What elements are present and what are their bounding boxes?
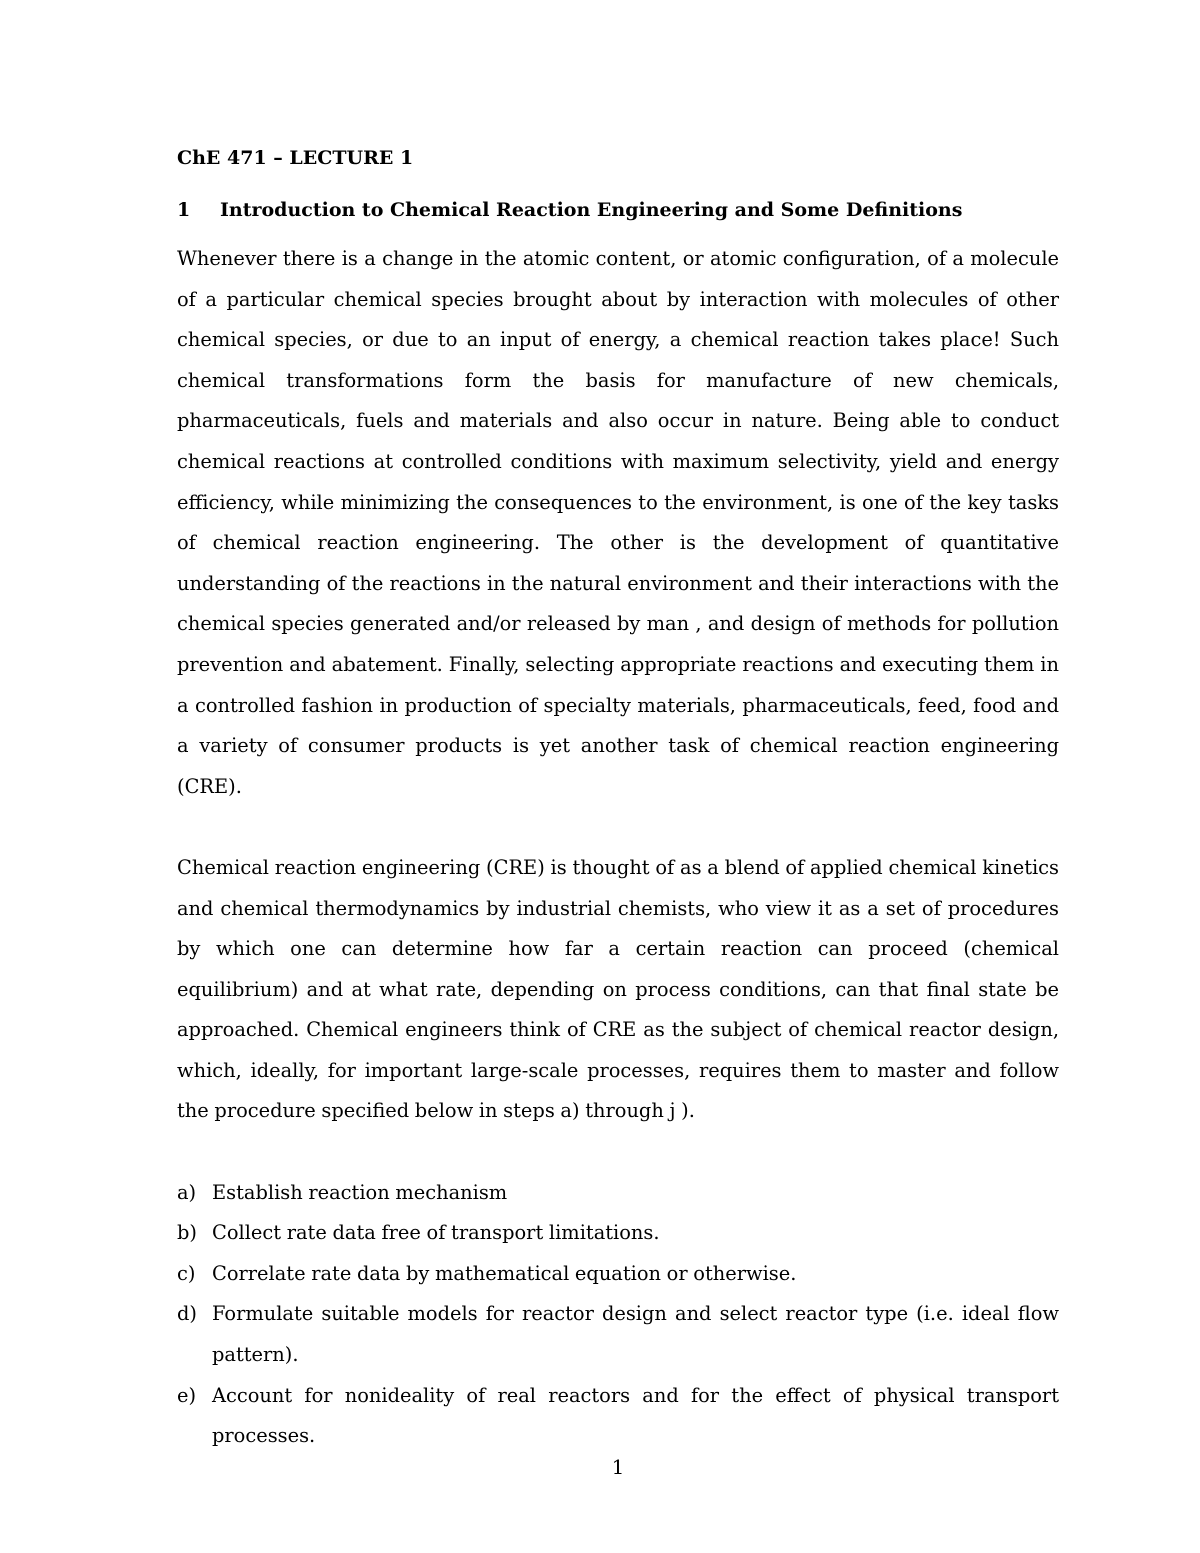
procedure-steps-list — [177, 1173, 1059, 1457]
list-item — [177, 1213, 1059, 1254]
lecture-title: ChE 471 – LECTURE 1 — [177, 147, 414, 169]
list-marker: b) — [177, 1221, 197, 1245]
list-marker: a) — [177, 1180, 197, 1204]
list-item — [177, 1254, 1059, 1295]
list-marker: d) — [177, 1302, 197, 1326]
page-number: 1 — [611, 1455, 625, 1479]
section-number: 1 — [177, 199, 191, 221]
list-item — [177, 1376, 1059, 1457]
list-item-text: Formulate suitable models for reactor design and select reactor type (i.e. ideal flow pattern). — [212, 1302, 1059, 1367]
paragraph-intro: Whenever there is a change in the atomic content, or atomic configuration, of a molecule of a particular chemical species brought about by interaction with molecules of other chemical species, or due to an input of energy, a chemical reaction takes place! Such chemical transformations form the basis for manufacture of new chemicals, pharmaceuticals, fuels and materials and also occur in nature. Being able to conduct chemical reactions at controlled conditions with maximum selectivity, yield and energy efficiency, while minimizing the consequences to the environment, is one of the key tasks of chemical reaction engineering. The other is the development of quantitative understanding of the reactions in the natural environment and their interactions with the chemical species generated and/or released by man , and design of methods for pollution prevention and abatement. Finally, selecting appropriate reactions and executing them in a controlled fashion in production of specialty materials, pharmaceuticals, feed, food and a variety of consumer products is yet another task of chemical reaction engineering (CRE). — [177, 247, 1059, 798]
page-content — [177, 138, 1059, 1457]
list-item-text: Account for nonideality of real reactors and for the effect of physical transport processes. — [212, 1383, 1059, 1448]
paragraph-cre-definition: Chemical reaction engineering (CRE) is thought of as a blend of applied chemical kinetics and chemical thermodynamics by industrial chemists, who view it as a set of procedures by which one can determine how far a certain reaction can proceed (chemical equilibrium) and at what rate, depending on process conditions, can that final state be approached. Chemical engineers think of CRE as the subject of chemical reactor design, which, ideally, for important large-scale processes, requires them to master and follow the procedure specified below in steps a) through j ). — [177, 855, 1059, 1123]
section-title: Introduction to Chemical Reaction Engineering and Some Definitions — [220, 199, 963, 221]
list-item-text: Establish reaction mechanism — [212, 1180, 508, 1204]
list-marker: e) — [177, 1383, 197, 1407]
list-item-text: Correlate rate data by mathematical equation or otherwise. — [212, 1261, 797, 1285]
list-item-text: Collect rate data free of transport limitations. — [212, 1221, 660, 1245]
list-marker: c) — [177, 1261, 196, 1285]
list-item — [177, 1173, 1059, 1214]
section-heading — [177, 190, 1059, 230]
list-item — [177, 1294, 1059, 1375]
